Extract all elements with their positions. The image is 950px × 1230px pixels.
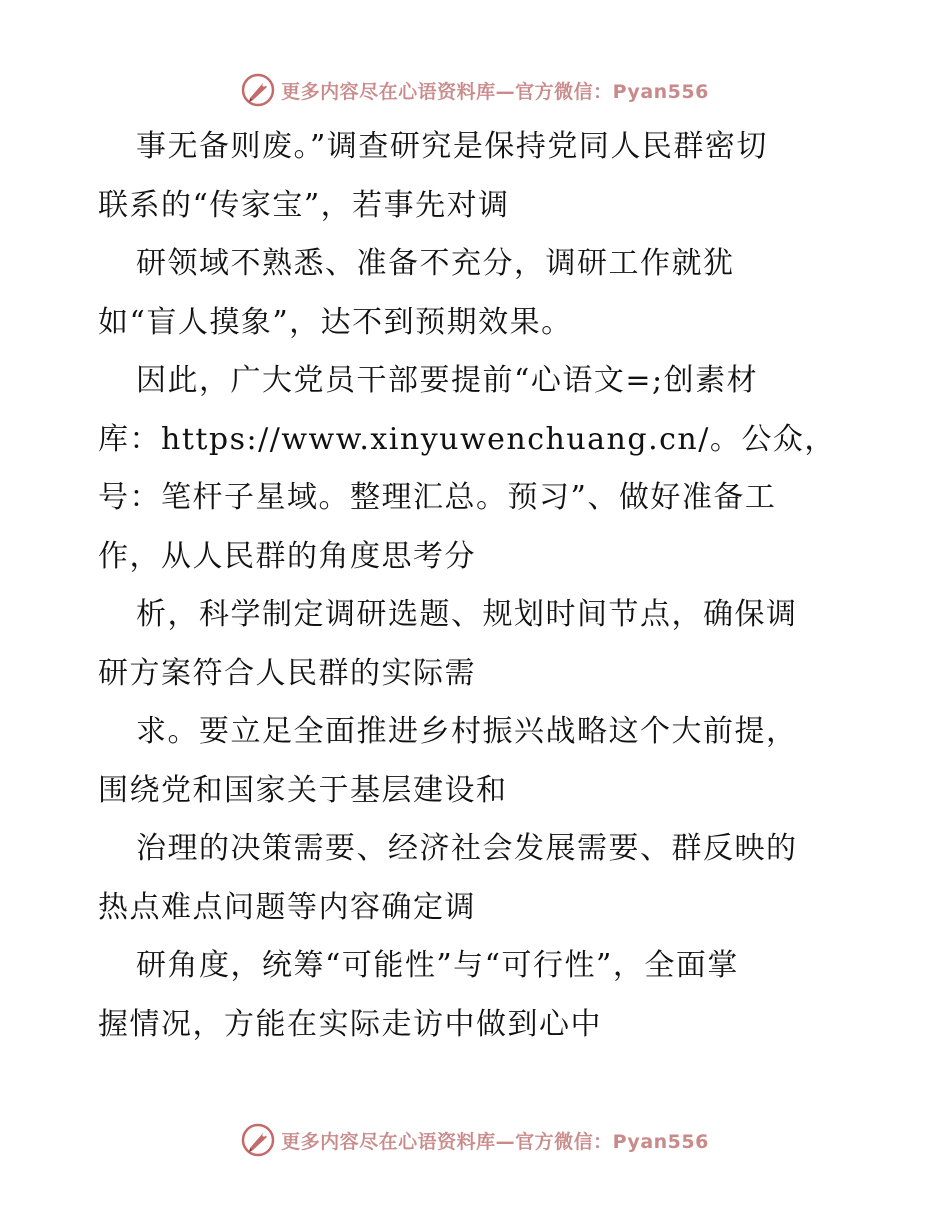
footer-watermark [0,1120,950,1160]
text-line: 研方案符合人民群的实际需 [98,655,476,691]
text-line: 号：笔杆子星域。整理汇总。预习”、做好准备工 [98,480,777,515]
text-line: 研领域不熟悉、准备不充分，调研工作就犹 [136,246,735,281]
text-line: 作，从人民群的角度思考分 [98,538,476,574]
text-line: 握情况，方能在实际走访中做到心中 [98,1006,602,1042]
header-watermark [0,70,950,110]
text-line: 如“盲人摸象”，达不到预期效果。 [98,304,573,340]
watermark-text: 更多内容尽在心语资料库—官方微信：Pyan556 [281,80,709,103]
text-line: 治理的决策需要、经济社会发展需要、群反映的 [136,831,798,866]
document-body [98,118,858,1054]
pen-nib-logo-icon [241,1123,275,1157]
text-line: 析，科学制定调研选题、规划时间节点，确保调 [136,597,798,632]
text-line: 求。要立足全面推进乡村振兴战略这个大前提， [136,714,798,749]
text-line: 热点难点问题等内容确定调 [98,889,476,925]
watermark-text: 更多内容尽在心语资料库—官方微信：Pyan556 [281,1130,709,1153]
text-line: 围绕党和国家关于基层建设和 [98,772,508,808]
pen-nib-logo-icon [241,73,275,107]
text-line: 联系的“传家宝”，若事先对调 [98,187,510,223]
text-line: 研角度，统筹“可能性”与“可行性”，全面掌 [136,948,739,983]
text-line: 因此，广大党员干部要提前“心语文=;创素材 [136,363,759,398]
text-line: 库：https://www.xinyuwenchuang.cn/。公众， [98,421,836,457]
text-line: 事无备则废。”调查研究是保持党同人民群密切 [136,129,768,164]
